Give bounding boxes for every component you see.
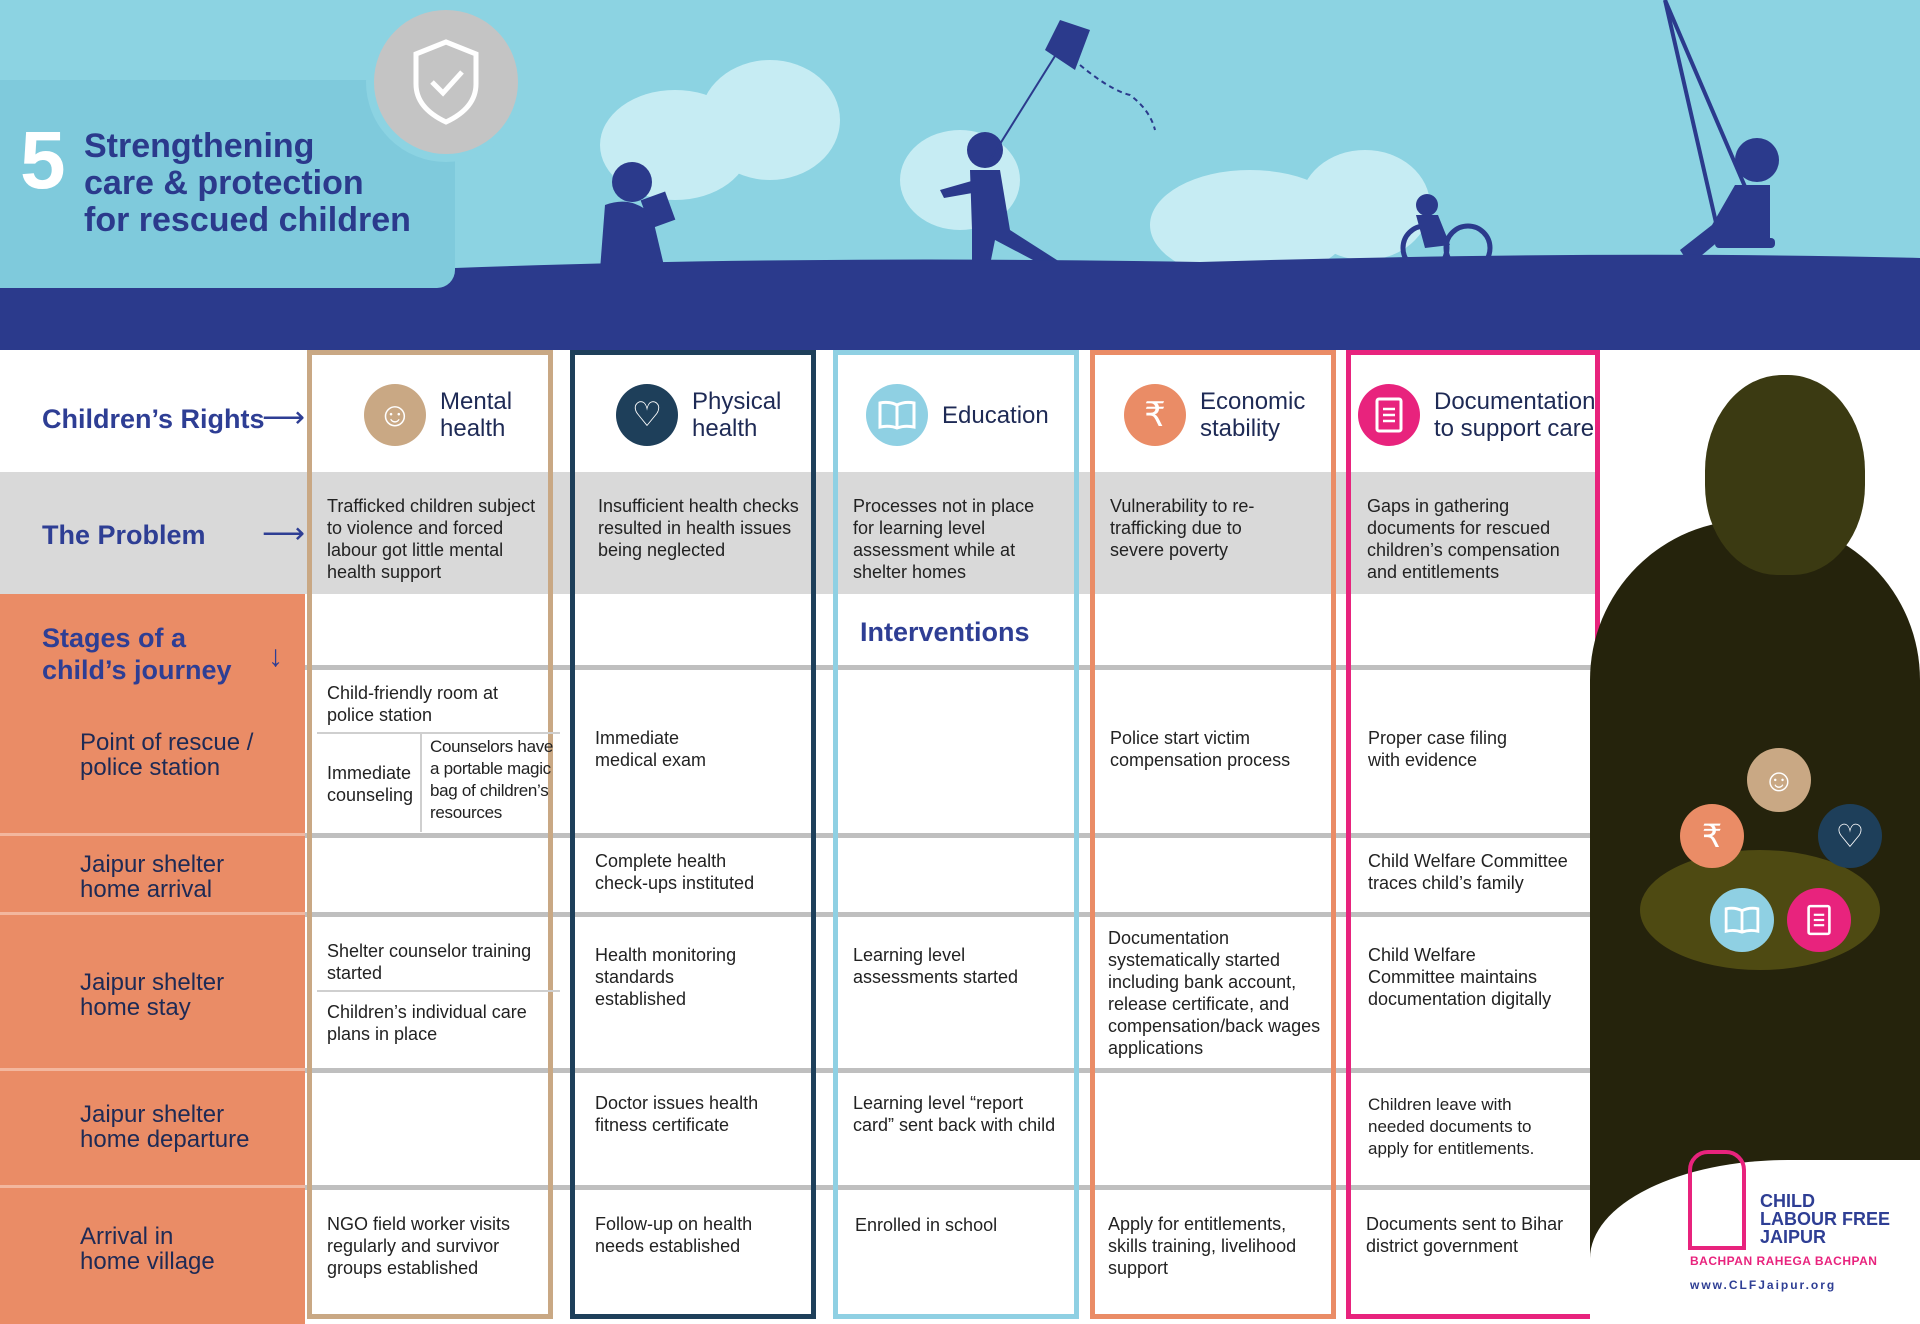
title-line: for rescued children: [84, 201, 411, 239]
intervention-text: Doctor issues health fitness certificate: [595, 1093, 759, 1135]
logo-line: LABOUR FREE: [1760, 1209, 1890, 1229]
document-glyph: [1374, 397, 1404, 433]
stage-rescue: [80, 730, 253, 780]
intervention-text: Documentation systematically started including bank account, release certificate, and compensation/back wages applications: [1108, 928, 1321, 1058]
problem-text: Trafficked children subject to violence and forced labour got little mental health support: [327, 496, 536, 582]
stages-label-area: [0, 594, 305, 1324]
rupee-icon: ₹: [1124, 384, 1186, 446]
title-line: Physical: [692, 388, 782, 415]
book-glyph: [1723, 906, 1761, 934]
arrow-down-icon: ↓: [268, 640, 283, 673]
title-line: Mental: [440, 388, 513, 415]
logo-line: CHILD: [1760, 1191, 1815, 1211]
problem-text: Gaps in gathering documents for rescued children’s compensation and entitlements: [1367, 496, 1560, 582]
heart-icon: ♡: [1818, 804, 1882, 868]
stage-divider: [0, 1185, 305, 1188]
column-header-education: [854, 370, 1094, 460]
interventions-heading: Interventions: [860, 617, 1030, 647]
title-line: Documentation: [1434, 388, 1596, 415]
intervention-text: Child Welfare Committee maintains documentation digitally: [1368, 945, 1552, 1009]
title-line: to support care: [1434, 415, 1595, 442]
logo-gate-icon: [1688, 1150, 1746, 1250]
column-title: [440, 388, 512, 442]
intervention-text: Documents sent to Bihar district government: [1366, 1214, 1564, 1256]
stage-arrival: [80, 852, 224, 902]
rupee-icon: ₹: [1680, 804, 1744, 868]
stage-departure: [80, 1102, 249, 1152]
logo-text: [1760, 1192, 1890, 1246]
book-glyph: [877, 400, 917, 430]
stage-divider: [0, 1068, 305, 1071]
stage-stay: [80, 970, 224, 1020]
stage-line: home stay: [80, 994, 191, 1021]
child-silhouette-head: [1705, 375, 1865, 575]
heart-icon: ♡: [616, 384, 678, 446]
logo-url: www.CLFJaipur.org: [1690, 1278, 1837, 1292]
intervention-text: Learning level “report card” sent back with child: [853, 1093, 1056, 1135]
column-title: [1434, 388, 1595, 442]
column-header-documentation: [1346, 370, 1600, 460]
intervention-text: Child Welfare Committee traces child’s family: [1368, 851, 1568, 893]
title-line: care & protection: [84, 164, 364, 202]
smiley-icon: ☺: [1747, 748, 1811, 812]
stages-label-line: child’s journey: [42, 655, 232, 685]
intervention-text: Proper case filing with evidence: [1368, 728, 1508, 770]
document-icon: [1358, 384, 1420, 446]
stage-line: home arrival: [80, 876, 213, 903]
stage-line: Jaipur shelter: [80, 969, 225, 996]
logo-line: JAIPUR: [1760, 1227, 1827, 1247]
column-title: [942, 402, 1049, 429]
title-line: Education: [942, 401, 1049, 429]
intervention-text: Children’s individual care plans in place: [327, 1002, 527, 1044]
stage-line: home departure: [80, 1126, 250, 1153]
logo-tagline: BACHPAN RAHEGA BACHPAN: [1690, 1254, 1878, 1268]
intervention-text: Enrolled in school: [855, 1215, 998, 1235]
problem-row-label: The Problem: [42, 520, 206, 550]
column-title: [692, 388, 781, 442]
stages-label-line: Stages of a: [42, 623, 187, 653]
stage-line: Point of rescue /: [80, 729, 254, 756]
intervention-text: Shelter counselor training started: [327, 941, 532, 983]
stage-line: police station: [80, 754, 221, 781]
problem-text: Insufficient health checks resulted in health issues being neglected: [598, 496, 799, 560]
intervention-text: Police start victim compensation process: [1110, 728, 1291, 770]
cell-divider: [420, 732, 422, 832]
arrow-right-icon: ⟶: [262, 517, 306, 550]
intervention-text: Apply for entitlements, skills training, livelihood support: [1108, 1214, 1297, 1278]
intervention-text: Complete health check-ups instituted: [595, 851, 755, 893]
problem-text: Vulnerability to re-trafficking due to severe poverty: [1110, 496, 1255, 560]
column-header-physical-health: [604, 370, 844, 460]
stage-line: home village: [80, 1248, 215, 1275]
column-title: [1200, 388, 1305, 442]
rights-row-label: Children’s Rights: [42, 404, 265, 434]
intervention-text: Counselors have a portable magic bag of children’s resources: [430, 737, 554, 822]
title-line: Strengthening: [84, 127, 315, 165]
cell-divider: [317, 732, 560, 734]
intervention-text: Immediate counseling: [327, 763, 414, 805]
title-line: health: [440, 415, 506, 442]
problem-text: Processes not in place for learning level assessment while at shelter homes: [853, 496, 1035, 582]
document-icon: [1787, 888, 1851, 952]
intervention-text: Immediate medical exam: [595, 728, 707, 770]
cell-divider: [317, 990, 560, 992]
intervention-text: Learning level assessments started: [853, 945, 1019, 987]
stage-divider: [0, 833, 305, 836]
intervention-text: NGO field worker visits regularly and survivor groups established: [327, 1214, 511, 1278]
intervention-text: Health monitoring standards established: [595, 945, 737, 1009]
book-icon: [1710, 888, 1774, 952]
stage-line: Jaipur shelter: [80, 1101, 225, 1128]
intervention-text: Follow-up on health needs established: [595, 1214, 753, 1256]
book-icon: [866, 384, 928, 446]
arrow-right-icon: ⟶: [262, 401, 306, 434]
document-glyph: [1806, 904, 1832, 936]
title-line: health: [692, 415, 758, 442]
stage-village: [80, 1224, 215, 1274]
intervention-text: Children leave with needed documents to apply for entitlements.: [1368, 1095, 1535, 1158]
title-line: Economic: [1200, 388, 1306, 415]
title-line: stability: [1200, 415, 1281, 442]
column-header-mental-health: [352, 370, 592, 460]
column-header-economic-stability: [1112, 370, 1352, 460]
smiley-icon: ☺: [364, 384, 426, 446]
stage-line: Arrival in: [80, 1223, 174, 1250]
stages-row-label: [42, 622, 232, 686]
stage-line: Jaipur shelter: [80, 851, 225, 878]
intervention-text: Child-friendly room at police station: [327, 683, 499, 725]
section-number: 5: [20, 115, 66, 206]
page-title: [84, 128, 444, 239]
stage-divider: [0, 912, 305, 915]
